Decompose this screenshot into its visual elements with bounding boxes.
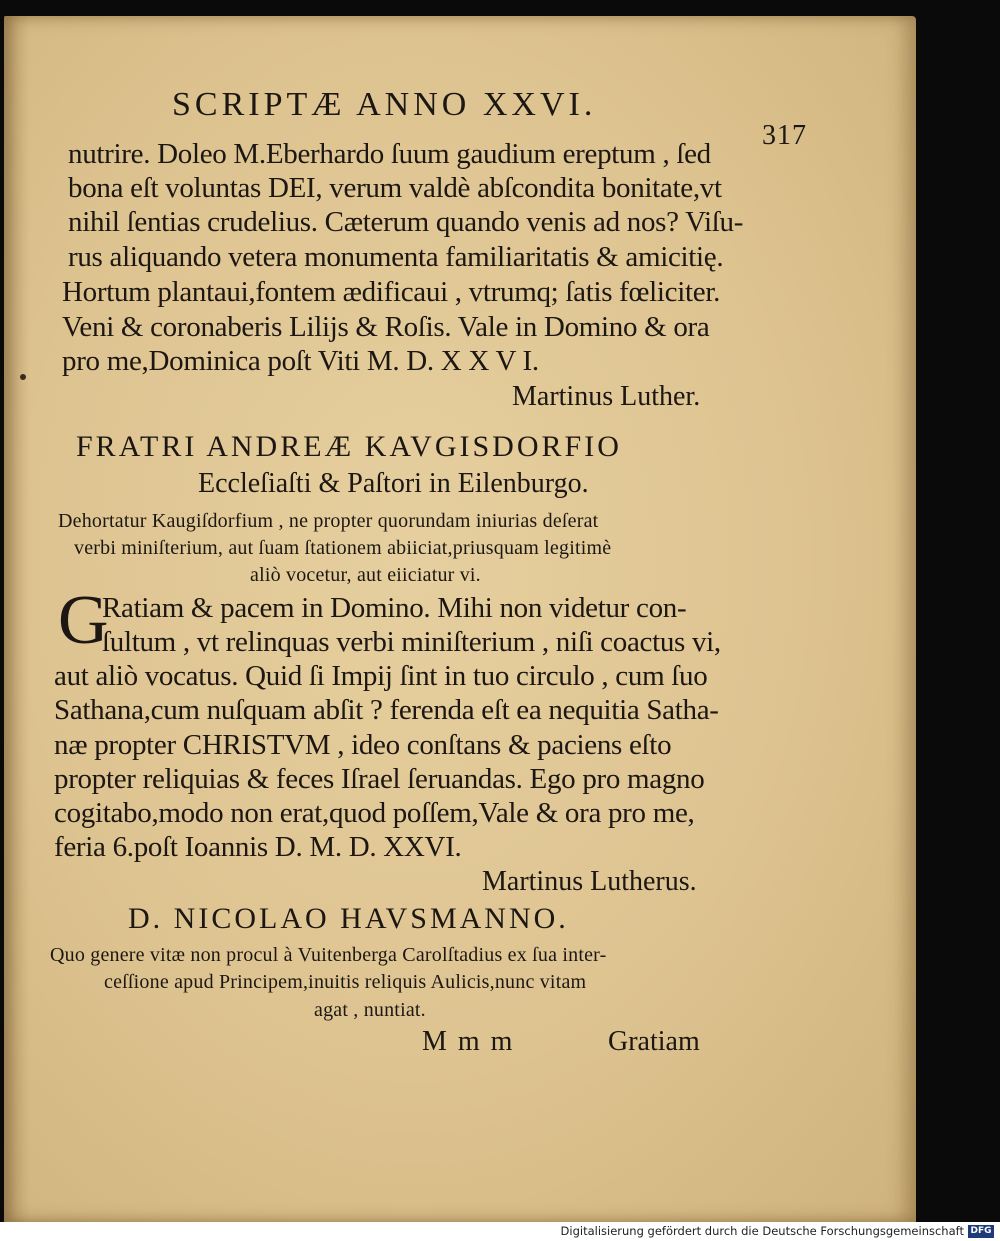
letter1-line: nutrire. Doleo M.Eberhardo ſuum gaudium ereptum , ſed [68, 138, 711, 170]
running-head: SCRIPTÆ ANNO XXVI. [172, 86, 597, 123]
catchword: Gratiam [608, 1026, 700, 1057]
letter1-line: Veni & coronaberis Lilijs & Roſis. Vale in Domino & ora [62, 311, 710, 343]
letter2-summary-line: verbi miniſterium, aut ſuam ſtationem abiiciat,priusquam legitimè [74, 537, 612, 559]
letter3-summary-line: Quo genere vitæ non procul à Vuitenberga Carolſtadius ex ſua inter- [50, 944, 607, 966]
letter1-line: pro me,Dominica poſt Viti M. D. X X V I. [62, 345, 539, 377]
letter2-summary-line: Dehortatur Kaugiſdorfium , ne propter quorundam iniurias deſerat [58, 510, 599, 532]
letter2-line: propter reliquias & feces Iſrael ſeruandas. Ego pro magno [54, 763, 705, 795]
letter3-heading: D. NICOLAO HAVSMANNO. [128, 902, 569, 935]
dfg-logo: DFG [968, 1225, 994, 1238]
page-gutter-shadow [4, 16, 30, 1222]
letter2-heading: FRATRI ANDREÆ KAVGISDORFIO [76, 430, 622, 463]
drop-capital: G [58, 582, 109, 659]
letter1-line: bona eſt voluntas DEI, verum valdè abſcondita bonitate,vt [68, 172, 722, 204]
letter1-line: nihil ſentias crudelius. Cæterum quando venis ad nos? Viſu- [68, 206, 744, 238]
page-number: 317 [762, 120, 807, 151]
letter2-signature: Martinus Lutherus. [482, 866, 697, 897]
letter2-line: cogitabo,modo non erat,quod poſſem,Vale & ora pro me, [54, 797, 695, 829]
footer-bar [0, 1222, 1000, 1241]
footer-credit: Digitalisierung gefördert durch die Deutsche Forschungsgemeinschaft [560, 1224, 964, 1238]
letter2-line: Sathana,cum nuſquam abſit ? ferenda eſt ea nequitia Satha- [54, 694, 719, 726]
letter2-line: aut aliò vocatus. Quid ſi Impij ſint in tuo circulo , cum ſuo [54, 660, 708, 692]
letter2-subheading: Eccleſiaſti & Paſtori in Eilenburgo. [198, 468, 589, 499]
letter1-line: rus aliquando vetera monumenta familiaritatis & amicitię. [68, 241, 724, 273]
letter1-signature: Martinus Luther. [512, 381, 701, 412]
letter2-summary-line: aliò vocetur, aut eiiciatur vi. [250, 564, 481, 586]
letter2-line: ſultum , vt relinquas verbi miniſterium , niſi coactus vi, [102, 626, 721, 658]
letter2-line: Ratiam & pacem in Domino. Mihi non videtur con- [102, 592, 687, 624]
letter3-summary-line: agat , nuntiat. [314, 999, 426, 1021]
signature-mark: M m m [422, 1026, 515, 1057]
letter2-line: næ propter CHRISTVM , ideo conſtans & paciens eſto [54, 729, 672, 761]
letter2-line: feria 6.poſt Ioannis D. M. D. XXVI. [54, 831, 462, 863]
letter1-line: Hortum plantaui,fontem ædificaui , vtrumq; ſatis fœliciter. [62, 276, 721, 308]
letter3-summary-line: ceſſione apud Principem,inuitis reliquis Aulicis,nunc vitam [104, 971, 587, 993]
ink-spot [20, 374, 26, 380]
